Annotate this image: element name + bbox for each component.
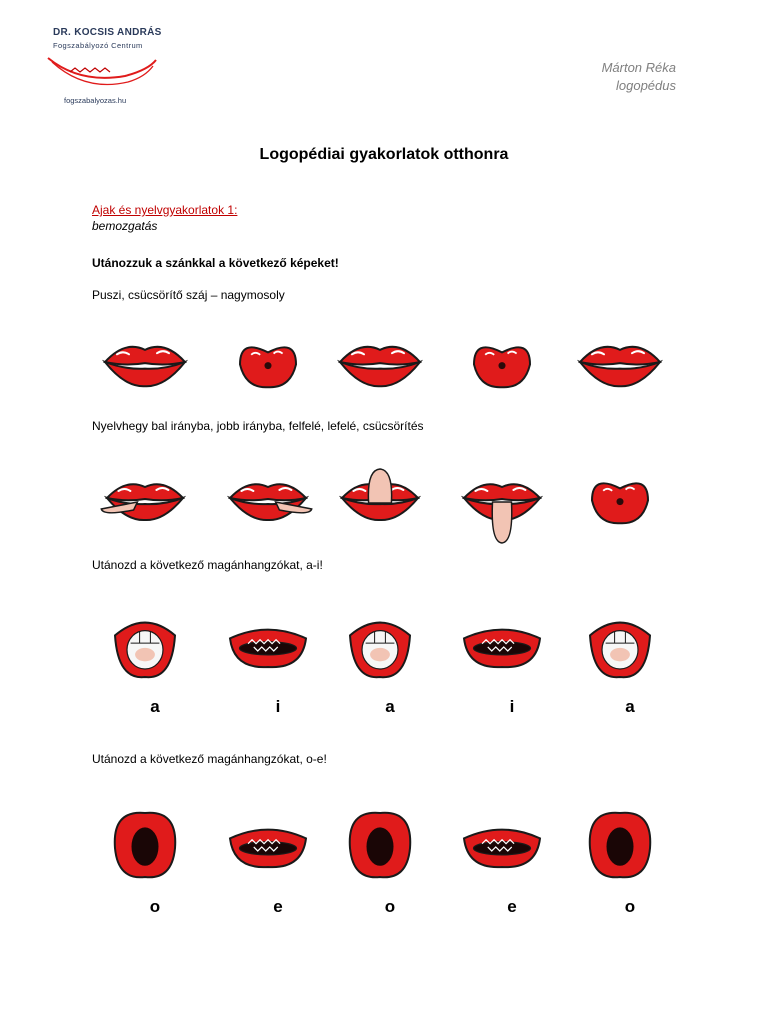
lips-row-tongue	[90, 458, 680, 540]
mouth-row-o-e	[90, 800, 680, 922]
mouth-i-illustration	[230, 630, 306, 668]
pucker-lips-illustration	[240, 347, 296, 387]
mouth-row-a-i	[90, 600, 680, 722]
vowel-letter-o: o	[624, 897, 636, 916]
vowel-letter-i: i	[275, 697, 281, 716]
vowel-letter-a: a	[150, 697, 160, 716]
mouth-i-illustration	[464, 630, 540, 668]
tongue-left-lips-illustration	[101, 484, 183, 520]
mouth-a-illustration	[115, 623, 175, 678]
mouth-o-illustration	[115, 813, 176, 878]
author-name: Márton Réka	[601, 60, 676, 75]
vowel-letter-o: o	[149, 897, 161, 916]
vowel-letter-a: a	[625, 697, 635, 716]
logo-url: fogszabalyozas.hu	[64, 96, 127, 105]
logo-subtitle: Fogszabályozó Centrum	[53, 41, 143, 50]
mouth-e-illustration	[230, 830, 306, 868]
author-role: logopédus	[616, 78, 676, 93]
mouth-a-illustration	[590, 623, 650, 678]
smile-lips-illustration	[340, 347, 420, 386]
vowel-letter-e: e	[507, 897, 517, 916]
lips-row-kiss-smile	[90, 322, 680, 400]
instruction-text: Utánozzuk a szánkkal a következő képeket!	[92, 256, 339, 270]
tongue-up-lips-illustration	[342, 469, 418, 520]
logo-name: DR. KOCSIS ANDRÁS	[53, 27, 162, 38]
row-label-vowels-a-i: Utánozd a következő magánhangzókat, a-i!	[92, 558, 323, 572]
mouth-o-illustration	[590, 813, 651, 878]
section-title: Ajak és nyelvgyakorlatok 1:	[92, 203, 238, 217]
mouth-o-illustration	[350, 813, 411, 878]
smile-lips-illustration	[580, 347, 660, 386]
pucker-lips-illustration	[592, 483, 648, 523]
smile-lips-illustration	[105, 347, 185, 386]
mouth-a-illustration	[350, 623, 410, 678]
author-block	[602, 59, 676, 95]
tongue-down-lips-illustration	[464, 484, 540, 543]
row-label-vowels-o-e: Utánozd a következő magánhangzókat, o-e!	[92, 752, 327, 766]
tongue-right-lips-illustration	[230, 484, 312, 520]
row-label-tongue: Nyelvhegy bal irányba, jobb irányba, felfelé, lefelé, csücsörítés	[92, 419, 424, 433]
page-title: Logopédiai gyakorlatok otthonra	[259, 146, 509, 163]
vowel-letter-e: e	[273, 897, 283, 916]
mouth-e-illustration	[464, 830, 540, 868]
vowel-letter-a: a	[385, 697, 395, 716]
row-label-kiss-smile: Puszi, csücsörítő száj – nagymosoly	[92, 288, 285, 302]
vowel-letter-o: o	[384, 897, 396, 916]
section-subtitle: bemozgatás	[92, 219, 158, 233]
vowel-letter-i: i	[509, 697, 515, 716]
pucker-lips-illustration	[474, 347, 530, 387]
